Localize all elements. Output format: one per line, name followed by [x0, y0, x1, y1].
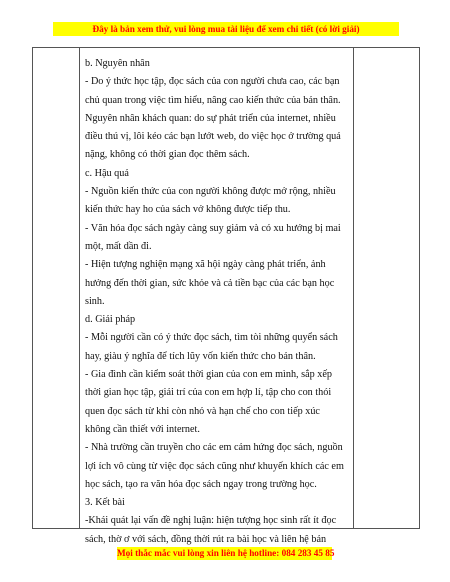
text-line: nặng, không có thời gian đọc thêm sách. — [85, 149, 250, 161]
text-line: hay, giàu ý nghĩa để tích lũy vốn kiến thức cho bản thân. — [85, 350, 316, 362]
text-line: - Gia đình cần kiểm soát thời gian của con em mình, sắp xếp — [85, 369, 332, 381]
text-line: sách, thờ ơ với sách, đồng thời rút ra bài học và liên hệ bản — [85, 533, 327, 545]
text-line: kiến thức hay ho của sách vở không được tiếp thu. — [85, 204, 291, 216]
preview-notice-banner: Đây là bản xem thử, vui lòng mua tài liệu để xem chi tiết (có lời giải) — [53, 22, 399, 36]
text-line: chủ quan trong việc tìm hiểu, nâng cao kiến thức của bản thân. — [85, 94, 341, 106]
text-line: thời gian học tập, giải trí của con em hợp lí, tập cho con thói — [85, 387, 332, 399]
text-line: không cần thiết với internet. — [85, 423, 200, 435]
text-line: điều thú vị, lôi kéo các bạn lướt web, do việc học ở trường quá — [85, 131, 341, 143]
text-line: d. Giải pháp — [85, 314, 136, 326]
text-line: - Văn hóa đọc sách ngày càng suy giảm và có xu hướng bị mai — [85, 222, 341, 234]
text-line: một, mất dần đi. — [85, 240, 152, 252]
text-line: học sách, tạo ra văn hóa đọc sách ngay trong trường học. — [85, 478, 317, 490]
text-line: b. Nguyên nhân — [85, 58, 150, 69]
table-right-column — [353, 48, 419, 528]
text-line: -Khái quát lại vấn đề nghị luận: hiện tượng học sinh rất ít đọc — [85, 515, 337, 527]
text-line: - Nguồn kiến thức của con người không được mở rộng, nhiều — [85, 186, 336, 198]
text-line: quen đọc sách từ khi còn nhỏ và hạn chế cho con tiếp xúc — [85, 405, 320, 417]
text-line: lợi ích vô cùng từ việc đọc sách cũng như khuyến khích các em — [85, 460, 344, 472]
text-line: sinh. — [85, 295, 105, 307]
text-line: - Hiện tượng nghiện mạng xã hội ngày càng phát triển, ảnh — [85, 259, 326, 271]
table-content-cell — [80, 48, 353, 545]
text-line: - Mỗi người cần có ý thức đọc sách, tìm tòi những quyển sách — [85, 332, 338, 344]
text-line: - Nhà trường cần truyền cho các em cảm hứng đọc sách, nguồn — [85, 442, 343, 454]
text-line: Nguyên nhân khách quan: do sự phát triển của internet, nhiều — [85, 112, 336, 124]
text-line: 3. Kết bài — [85, 497, 125, 509]
document-table — [32, 47, 420, 545]
text-line: c. Hậu quả — [85, 167, 129, 179]
text-line: hưởng đến thời gian, sức khỏe và cả tiền bạc của các bạn học — [85, 277, 335, 289]
hotline-banner: Mọi thắc mắc vui lòng xin liên hệ hotline: 084 283 45 85 — [117, 548, 335, 558]
text-line: - Do ý thức học tập, đọc sách của con người chưa cao, các bạn — [85, 76, 340, 88]
table-left-column — [33, 48, 80, 528]
